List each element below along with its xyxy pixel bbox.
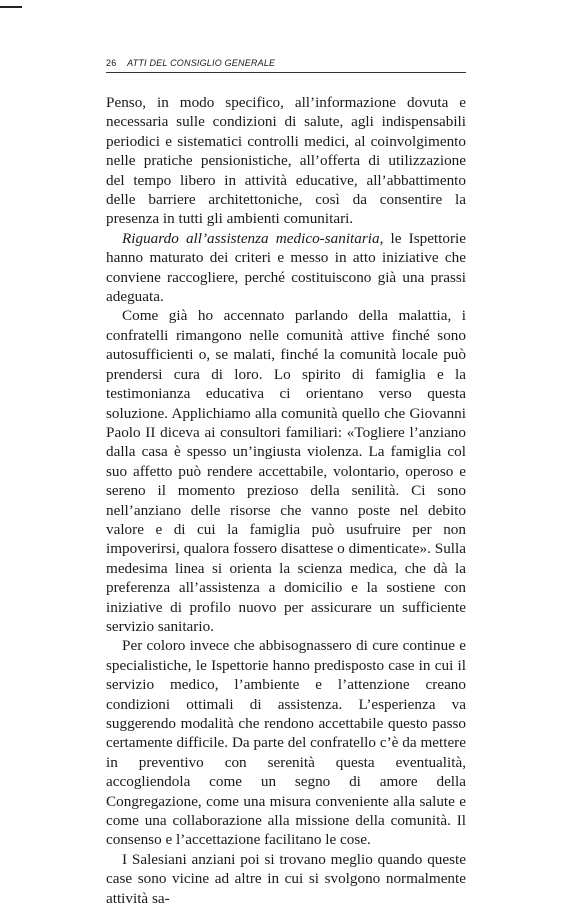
paragraph-1 [106, 93, 466, 229]
body-text [106, 93, 466, 908]
paragraph-2-lead: Riguardo all’assistenza medico-sanitaria, [122, 229, 384, 247]
paragraph-3-text: Come già ho accennato parlando della malattia, i confratelli rimangono nelle comunità attive finché sono autosufficienti o, se malati, finché la comunità locale può prendersi cura di loro. Lo spirito di famiglia e la testimonianza educativa ci orientano verso questa soluzione. Applichiamo alla comunità quello che Giovanni Paolo II diceva ai consultori familiari: «Togliere l’anziano dalla casa è spesso un’ingiusta violenza. La famiglia col suo affetto può rendere accettabile, volontario, operoso e sereno il momento prezioso della senilità. Ci sono nell’anziano delle risorse che vanno poste nel debito valore e di cui la famiglia può usufruire per non impoverirsi, qualora fossero disattese o dimenticate». Sulla medesima linea si orienta la scienza medica, che dà la preferenza all’assistenza a domicilio e la sostiene con iniziative di profilo nuovo per assicurare un sufficiente servizio sanitario. [106, 307, 466, 635]
paragraph-4-text: Per coloro invece che abbisognassero di cure continue e specialistiche, le Ispettorie hanno predisposto case in cui il servizio medico, l’ambiente e l’attenzione creano condizioni ottimali di assistenza. L’esperienza va suggerendo modalità che rendono accettabile questo passo certamente difficile. Da parte del confratello c’è da mettere in preventivo con serenità questa eventualità, accogliendola come un segno di amore della Congregazione, come una misura conveniente alla salute e come una collaborazione alla missione della comunità. Il consenso e l’accettazione facilitano le cose. [106, 637, 466, 849]
paragraph-4 [106, 636, 466, 849]
header-rule [106, 72, 466, 73]
page-number: 26 [106, 58, 117, 68]
running-title: ATTI DEL CONSIGLIO GENERALE [127, 58, 276, 68]
paragraph-2-text: le Ispettorie hanno maturato dei criteri e messo in atto iniziative che conviene raccogliere, perché costituiscono già una prassi adeguata. [106, 229, 466, 306]
paragraph-5-text: I Salesiani anziani poi si trovano meglio quando queste case sono vicine ad altre in cui si svolgono normalmente attività sa- [106, 850, 466, 907]
paragraph-5 [106, 850, 466, 908]
paragraph-1-text: Penso, in modo specifico, all’informazione dovuta e necessaria sulle condizioni di salute, agli indispensabili periodici e sistematici controlli medici, al coinvolgimento nelle pratiche pensionistiche, all’offerta di utilizzazione del tempo libero in attività educative, all’abbattimento delle barriere architettoniche, così da consentire la presenza in tutti gli ambienti comunitari. [106, 94, 466, 228]
paragraph-2 [106, 229, 466, 307]
paragraph-3 [106, 306, 466, 636]
crop-mark [0, 6, 22, 8]
running-header [106, 58, 466, 68]
